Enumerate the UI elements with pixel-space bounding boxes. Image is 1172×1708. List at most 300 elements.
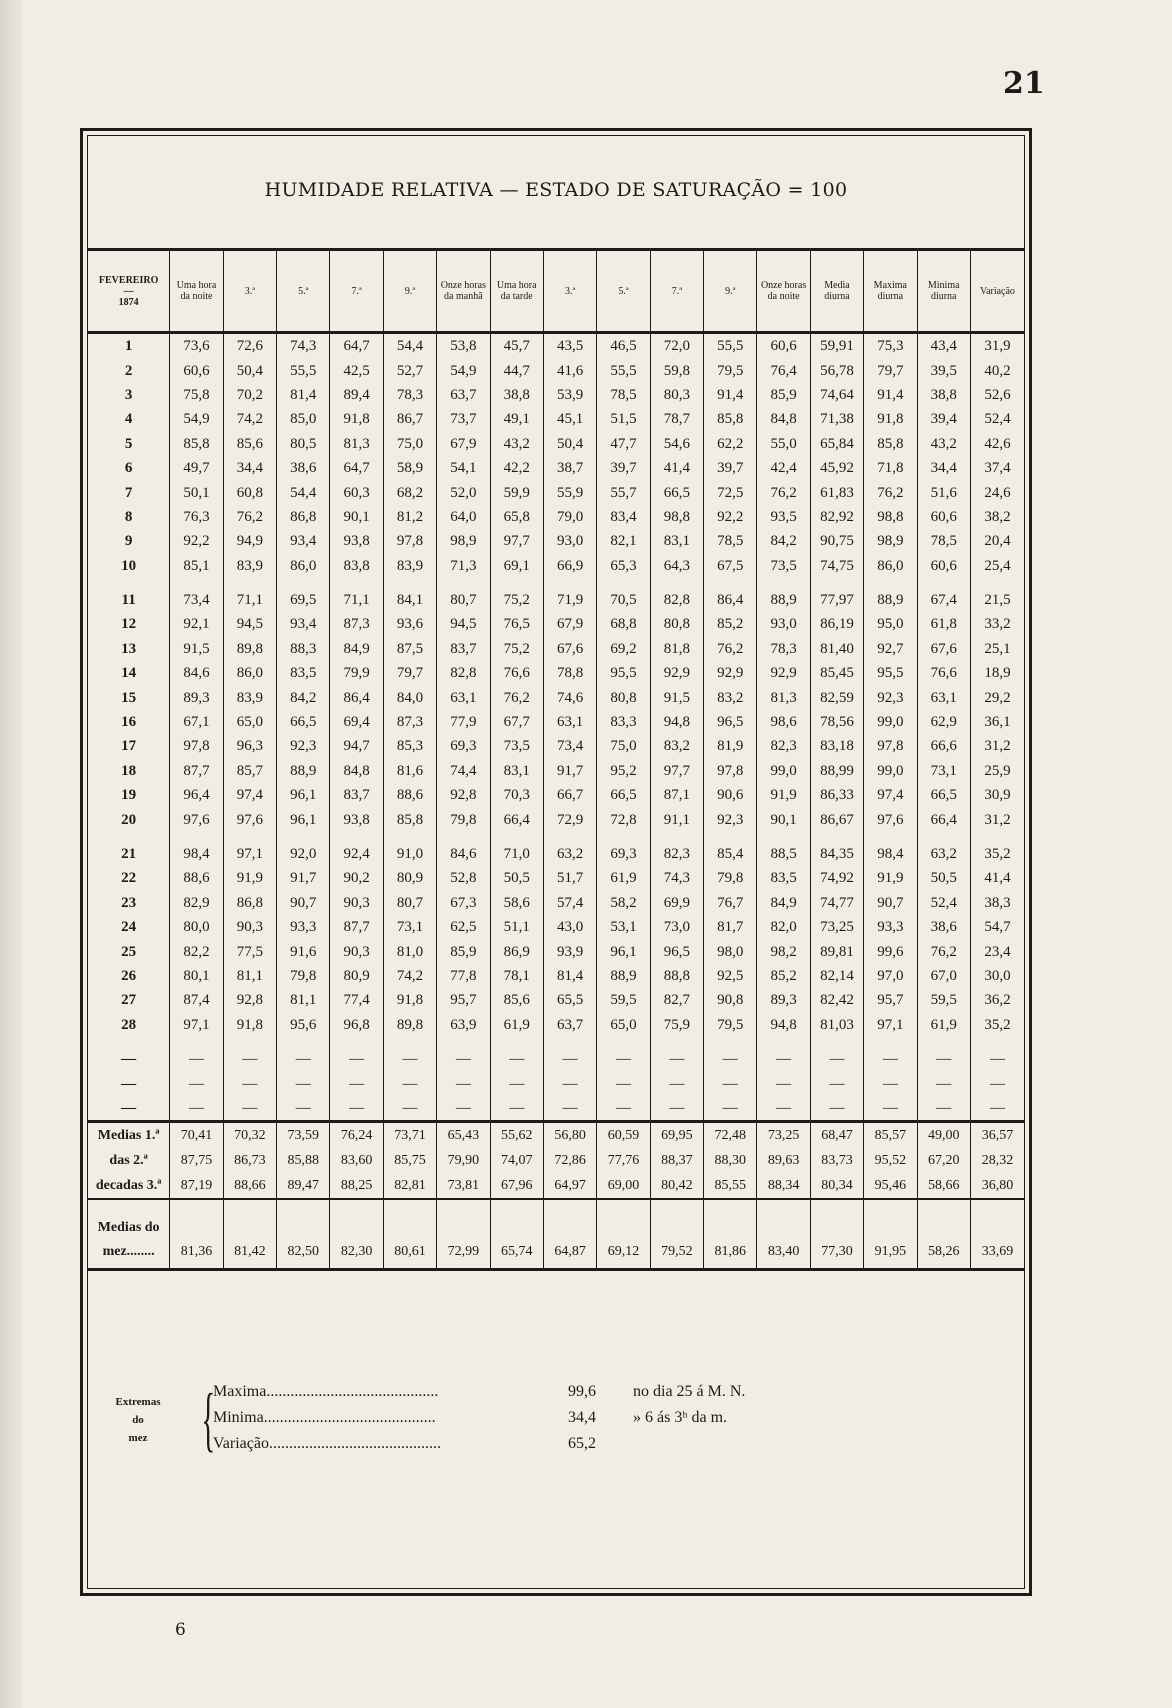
table-cell: 76,5 bbox=[490, 612, 543, 636]
table-cell: 74,2 bbox=[383, 964, 436, 988]
decade-mean-row bbox=[88, 1122, 1024, 1149]
decade-mean-row bbox=[88, 1173, 1024, 1199]
table-cell: 61,9 bbox=[917, 1013, 970, 1037]
table-cell: 25,4 bbox=[970, 554, 1024, 578]
table-cell: 54,9 bbox=[437, 358, 490, 382]
table-row bbox=[88, 685, 1024, 709]
column-header: Uma hora da tarde bbox=[490, 250, 543, 333]
table-cell: 86,9 bbox=[490, 939, 543, 963]
decade-mean-cell: 55,62 bbox=[490, 1122, 543, 1149]
table-cell: 91,9 bbox=[757, 783, 810, 807]
table-cell: 78,5 bbox=[917, 529, 970, 553]
decade-mean-cell: 85,57 bbox=[864, 1122, 917, 1149]
table-cell: 51,6 bbox=[917, 480, 970, 504]
table-cell: 67,6 bbox=[543, 637, 596, 661]
month-mean-cell: 82,50 bbox=[277, 1199, 330, 1270]
table-cell: 74,6 bbox=[543, 685, 596, 709]
table-cell: 24,6 bbox=[970, 480, 1024, 504]
day-number: 9 bbox=[124, 533, 133, 550]
column-header: Uma hora da noite bbox=[170, 250, 223, 333]
decade-mean-cell: 95,46 bbox=[864, 1173, 917, 1199]
table-cell: 98,9 bbox=[437, 529, 490, 553]
table-cell: 97,6 bbox=[170, 807, 223, 831]
table-cell: 97,8 bbox=[864, 734, 917, 758]
table-cell: 83,2 bbox=[704, 685, 757, 709]
month-mean-label bbox=[88, 1199, 170, 1270]
table-cell: 81,8 bbox=[650, 637, 703, 661]
table-cell: 97,0 bbox=[864, 964, 917, 988]
table-row bbox=[88, 710, 1024, 734]
month-mean-row bbox=[88, 1199, 1024, 1270]
column-header: Onze horas da manhã bbox=[437, 250, 490, 333]
table-cell: 89,8 bbox=[383, 1013, 436, 1037]
table-cell: 95,5 bbox=[864, 661, 917, 685]
table-cell: 63,7 bbox=[543, 1013, 596, 1037]
table-cell: 74,77 bbox=[810, 891, 863, 915]
decade-mean-cell: 68,47 bbox=[810, 1122, 863, 1149]
table-cell: 91,9 bbox=[223, 866, 276, 890]
decade-index: 1.ª bbox=[144, 1127, 160, 1143]
table-cell: 55,7 bbox=[597, 480, 650, 504]
table-cell: 95,7 bbox=[864, 988, 917, 1012]
table-cell: 99,0 bbox=[757, 759, 810, 783]
extreme-name: Minima bbox=[213, 1409, 264, 1426]
month-mean-cell: 81,36 bbox=[170, 1199, 223, 1270]
decade-mean-cell: 74,07 bbox=[490, 1148, 543, 1173]
decade-mean-cell: 58,66 bbox=[917, 1173, 970, 1199]
month-mean-cell: 80,61 bbox=[383, 1199, 436, 1270]
day-number: 23 bbox=[121, 894, 137, 911]
table-cell: 73,6 bbox=[170, 333, 223, 359]
table-row bbox=[88, 432, 1024, 456]
table-cell: 85,6 bbox=[490, 988, 543, 1012]
dash-cell: — bbox=[650, 1071, 703, 1095]
table-cell: 70,2 bbox=[223, 383, 276, 407]
table-cell: 75,9 bbox=[650, 1013, 703, 1037]
table-cell: 38,6 bbox=[917, 915, 970, 939]
dash-cell: — bbox=[810, 1071, 863, 1095]
table-cell: 37,4 bbox=[970, 456, 1024, 480]
decade-mean-cell: 67,96 bbox=[490, 1173, 543, 1199]
table-cell: 91,5 bbox=[650, 685, 703, 709]
table-cell: 87,1 bbox=[650, 783, 703, 807]
day-number: 18 bbox=[121, 762, 137, 779]
table-cell: 82,3 bbox=[650, 832, 703, 866]
table-cell: 59,9 bbox=[490, 480, 543, 504]
table-cell: 83,18 bbox=[810, 734, 863, 758]
table-cell: 66,4 bbox=[490, 807, 543, 831]
table-cell: 85,1 bbox=[170, 554, 223, 578]
column-header: Media diurna bbox=[810, 250, 863, 333]
table-cell: 55,5 bbox=[277, 358, 330, 382]
table-cell: 79,8 bbox=[437, 807, 490, 831]
table-cell: 76,6 bbox=[490, 661, 543, 685]
table-cell: 94,9 bbox=[223, 529, 276, 553]
table-cell: 92,2 bbox=[170, 529, 223, 553]
dash-cell: — bbox=[970, 1071, 1024, 1095]
extremes-label-line: mez bbox=[128, 1432, 148, 1444]
table-cell: 97,1 bbox=[170, 1013, 223, 1037]
table-cell: 91,8 bbox=[864, 407, 917, 431]
table-cell: 41,4 bbox=[970, 866, 1024, 890]
table-cell: 83,1 bbox=[490, 759, 543, 783]
day-number: 27 bbox=[121, 992, 137, 1009]
dash-cell: — bbox=[383, 1071, 436, 1095]
table-cell: 65,3 bbox=[597, 554, 650, 578]
table-cell: 78,1 bbox=[490, 964, 543, 988]
table-cell: 85,6 bbox=[223, 432, 276, 456]
month-mean-cell: 33,69 bbox=[970, 1199, 1024, 1270]
decade-mean-cell: 87,75 bbox=[170, 1148, 223, 1173]
table-cell: 73,1 bbox=[383, 915, 436, 939]
table-cell: 30,0 bbox=[970, 964, 1024, 988]
month-mean-cell: 81,86 bbox=[704, 1199, 757, 1270]
table-cell: 41,4 bbox=[650, 456, 703, 480]
column-header: 3.ª bbox=[543, 250, 596, 333]
table-cell: 71,1 bbox=[330, 578, 383, 612]
decade-mean-cell: 36,57 bbox=[970, 1122, 1024, 1149]
decade-mean-cell: 86,73 bbox=[223, 1148, 276, 1173]
extreme-row-max bbox=[213, 1383, 746, 1401]
table-cell: 52,4 bbox=[917, 891, 970, 915]
day-number: 21 bbox=[121, 846, 137, 862]
table-cell: 71,1 bbox=[223, 578, 276, 612]
table-cell: 74,3 bbox=[650, 866, 703, 890]
table-cell: 76,2 bbox=[223, 505, 276, 529]
table-cell: 90,1 bbox=[757, 807, 810, 831]
table-cell: 51,5 bbox=[597, 407, 650, 431]
decade-index: 3.ª bbox=[146, 1177, 162, 1193]
table-cell: 54,4 bbox=[277, 480, 330, 504]
table-cell: 69,5 bbox=[277, 578, 330, 612]
day-number: 28 bbox=[121, 1016, 137, 1033]
table-cell: 91,1 bbox=[650, 807, 703, 831]
table-cell: 95,7 bbox=[437, 988, 490, 1012]
dash-cell: — bbox=[864, 1096, 917, 1122]
table-cell: 91,4 bbox=[864, 383, 917, 407]
table-cell: 92,2 bbox=[704, 505, 757, 529]
table-cell: 73,1 bbox=[917, 759, 970, 783]
table-cell: 39,5 bbox=[917, 358, 970, 382]
table-cell: 34,4 bbox=[917, 456, 970, 480]
table-cell: 84,9 bbox=[330, 637, 383, 661]
table-cell: 91,7 bbox=[543, 759, 596, 783]
day-number: 24 bbox=[121, 919, 137, 936]
table-cell: 87,7 bbox=[330, 915, 383, 939]
page-number: 21 bbox=[1003, 66, 1045, 101]
table-cell: 42,2 bbox=[490, 456, 543, 480]
table-cell: 31,2 bbox=[970, 734, 1024, 758]
medias-label-word: Medias bbox=[97, 1127, 142, 1143]
dash-cell: — bbox=[757, 1071, 810, 1095]
dash-cell: — bbox=[597, 1096, 650, 1122]
table-cell: 38,6 bbox=[277, 456, 330, 480]
extremes-section bbox=[103, 1375, 1003, 1485]
table-cell: 83,9 bbox=[223, 554, 276, 578]
table-cell: 54,1 bbox=[437, 456, 490, 480]
table-cell: 84,35 bbox=[810, 832, 863, 866]
decade-mean-cell: 88,34 bbox=[757, 1173, 810, 1199]
table-cell: 88,6 bbox=[383, 783, 436, 807]
table-cell: 51,1 bbox=[490, 915, 543, 939]
table-cell: 53,1 bbox=[597, 915, 650, 939]
brace-glyph: { bbox=[201, 1379, 216, 1459]
table-cell: 67,9 bbox=[543, 612, 596, 636]
table-cell: 98,9 bbox=[864, 529, 917, 553]
table-cell: 94,8 bbox=[757, 1013, 810, 1037]
table-cell: 71,0 bbox=[490, 832, 543, 866]
dash-cell: — bbox=[490, 1071, 543, 1095]
table-cell: 90,3 bbox=[330, 891, 383, 915]
table-cell: 92,3 bbox=[277, 734, 330, 758]
column-header: 7.ª bbox=[650, 250, 703, 333]
table-cell: 87,3 bbox=[383, 710, 436, 734]
table-cell: 82,42 bbox=[810, 988, 863, 1012]
table-cell: 65,0 bbox=[597, 1013, 650, 1037]
table-cell: 97,1 bbox=[223, 832, 276, 866]
table-cell: 97,7 bbox=[650, 759, 703, 783]
table-cell: 34,4 bbox=[223, 456, 276, 480]
column-header: Minima diurna bbox=[917, 250, 970, 333]
table-cell: 72,6 bbox=[223, 333, 276, 359]
table-cell: 80,3 bbox=[650, 383, 703, 407]
table-cell: 64,3 bbox=[650, 554, 703, 578]
table-cell: 75,8 bbox=[170, 383, 223, 407]
table-cell: 55,5 bbox=[704, 333, 757, 359]
dash-cell: — bbox=[597, 1037, 650, 1071]
table-row bbox=[88, 637, 1024, 661]
table-cell: 84,2 bbox=[757, 529, 810, 553]
table-cell: 80,5 bbox=[277, 432, 330, 456]
table-cell: 54,9 bbox=[170, 407, 223, 431]
table-cell: 70,3 bbox=[490, 783, 543, 807]
table-cell: 83,7 bbox=[437, 637, 490, 661]
table-cell: 60,6 bbox=[917, 505, 970, 529]
table-cell: 71,38 bbox=[810, 407, 863, 431]
table-cell: 75,2 bbox=[490, 637, 543, 661]
table-cell: 73,4 bbox=[543, 734, 596, 758]
decade-mean-row bbox=[88, 1148, 1024, 1173]
extremes-label-line: Extremas bbox=[115, 1396, 161, 1408]
corner-header bbox=[88, 250, 170, 333]
table-cell: 98,8 bbox=[650, 505, 703, 529]
table-cell: 77,8 bbox=[437, 964, 490, 988]
table-cell: 90,8 bbox=[704, 988, 757, 1012]
month-label-line: Medias do bbox=[97, 1220, 160, 1236]
decade-mean-cell: 69,95 bbox=[650, 1122, 703, 1149]
dash-cell: — bbox=[277, 1096, 330, 1122]
day-number: 3 bbox=[124, 386, 133, 403]
dash-cell: — bbox=[757, 1096, 810, 1122]
table-cell: 83,3 bbox=[597, 710, 650, 734]
table-cell: 85,8 bbox=[170, 432, 223, 456]
column-header: 5.ª bbox=[277, 250, 330, 333]
table-cell: 94,5 bbox=[437, 612, 490, 636]
decade-mean-cell: 88,25 bbox=[330, 1173, 383, 1199]
table-cell: 72,5 bbox=[704, 480, 757, 504]
decade-mean-cell: 36,80 bbox=[970, 1173, 1024, 1199]
decade-mean-cell: 88,30 bbox=[704, 1148, 757, 1173]
table-cell: 81,7 bbox=[704, 915, 757, 939]
table-cell: 64,7 bbox=[330, 456, 383, 480]
month-mean-cell: 65,74 bbox=[490, 1199, 543, 1270]
dash-cell: — bbox=[917, 1071, 970, 1095]
table-cell: 93,0 bbox=[757, 612, 810, 636]
table-row bbox=[88, 832, 1024, 866]
column-header: 9.ª bbox=[383, 250, 436, 333]
dash-cell: — bbox=[170, 1096, 223, 1122]
dash-cell: — bbox=[383, 1037, 436, 1071]
table-cell: 52,4 bbox=[970, 407, 1024, 431]
table-cell: 65,8 bbox=[490, 505, 543, 529]
table-cell: 96,8 bbox=[330, 1013, 383, 1037]
table-cell: 76,3 bbox=[170, 505, 223, 529]
table-cell: 79,0 bbox=[543, 505, 596, 529]
table-cell: 86,8 bbox=[277, 505, 330, 529]
table-cell: 70,5 bbox=[597, 578, 650, 612]
table-cell: 83,4 bbox=[597, 505, 650, 529]
table-cell: 74,75 bbox=[810, 554, 863, 578]
table-cell: 67,0 bbox=[917, 964, 970, 988]
table-cell: 65,0 bbox=[223, 710, 276, 734]
table-cell: 80,7 bbox=[437, 578, 490, 612]
table-cell: 73,4 bbox=[170, 578, 223, 612]
table-cell: 43,2 bbox=[490, 432, 543, 456]
medias-label bbox=[88, 1122, 170, 1149]
table-cell: 73,0 bbox=[650, 915, 703, 939]
dash-cell: — bbox=[277, 1037, 330, 1071]
table-cell: 92,0 bbox=[277, 832, 330, 866]
table-cell: 67,1 bbox=[170, 710, 223, 734]
empty-day-row bbox=[88, 1096, 1024, 1122]
table-cell: 65,84 bbox=[810, 432, 863, 456]
decade-mean-cell: 88,37 bbox=[650, 1148, 703, 1173]
decade-mean-cell: 60,59 bbox=[597, 1122, 650, 1149]
dash-cell: — bbox=[917, 1037, 970, 1071]
day-number: 12 bbox=[121, 616, 137, 633]
column-header: 9.ª bbox=[704, 250, 757, 333]
table-cell: 30,9 bbox=[970, 783, 1024, 807]
table-cell: 84,2 bbox=[277, 685, 330, 709]
decade-mean-cell: 28,32 bbox=[970, 1148, 1024, 1173]
table-cell: 44,7 bbox=[490, 358, 543, 382]
decade-mean-cell: 67,20 bbox=[917, 1148, 970, 1173]
table-cell: 71,8 bbox=[864, 456, 917, 480]
table-cell: 91,4 bbox=[704, 383, 757, 407]
day-number: 22 bbox=[121, 870, 137, 887]
table-cell: 81,3 bbox=[757, 685, 810, 709]
table-cell: 76,4 bbox=[757, 358, 810, 382]
table-cell: 81,9 bbox=[704, 734, 757, 758]
day-number: 11 bbox=[121, 592, 136, 609]
table-cell: 88,5 bbox=[757, 832, 810, 866]
table-cell: 97,1 bbox=[864, 1013, 917, 1037]
table-cell: 97,8 bbox=[383, 529, 436, 553]
table-cell: 33,2 bbox=[970, 612, 1024, 636]
table-cell: 59,5 bbox=[917, 988, 970, 1012]
table-cell: 78,3 bbox=[757, 637, 810, 661]
dash-cell: — bbox=[170, 1037, 223, 1071]
table-cell: 25,1 bbox=[970, 637, 1024, 661]
table-cell: 74,3 bbox=[277, 333, 330, 359]
decade-index: 2.ª bbox=[133, 1152, 148, 1168]
table-cell: 52,8 bbox=[437, 866, 490, 890]
day-number: 10 bbox=[121, 557, 137, 574]
table-cell: 82,3 bbox=[757, 734, 810, 758]
dash-cell: — bbox=[543, 1037, 596, 1071]
extremes-label-line: do bbox=[132, 1414, 144, 1426]
table-cell: 85,4 bbox=[704, 832, 757, 866]
table-cell: 90,6 bbox=[704, 783, 757, 807]
table-cell: 54,7 bbox=[970, 915, 1024, 939]
table-cell: 88,6 bbox=[170, 866, 223, 890]
table-cell: 77,9 bbox=[437, 710, 490, 734]
dash-cell: — bbox=[810, 1037, 863, 1071]
day-number: 8 bbox=[124, 508, 133, 525]
table-cell: 81,0 bbox=[383, 939, 436, 963]
dash-cell: — bbox=[970, 1037, 1024, 1071]
table-cell: 87,5 bbox=[383, 637, 436, 661]
table-cell: 58,6 bbox=[490, 891, 543, 915]
table-cell: 38,8 bbox=[490, 383, 543, 407]
dash-cell: — bbox=[650, 1096, 703, 1122]
table-cell: 82,9 bbox=[170, 891, 223, 915]
table-cell: 61,9 bbox=[597, 866, 650, 890]
table-row bbox=[88, 891, 1024, 915]
table-cell: 86,0 bbox=[277, 554, 330, 578]
table-cell: 76,2 bbox=[490, 685, 543, 709]
table-cell: 82,8 bbox=[437, 661, 490, 685]
table-row bbox=[88, 505, 1024, 529]
table-cell: 97,4 bbox=[864, 783, 917, 807]
table-cell: 76,6 bbox=[917, 661, 970, 685]
table-cell: 43,2 bbox=[917, 432, 970, 456]
table-cell: 82,2 bbox=[170, 939, 223, 963]
table-cell: 81,03 bbox=[810, 1013, 863, 1037]
table-cell: 74,4 bbox=[437, 759, 490, 783]
dash-cell: — bbox=[810, 1096, 863, 1122]
month-mean-cell: 69,12 bbox=[597, 1199, 650, 1270]
leader-dots: ........................................... bbox=[266, 1383, 439, 1400]
table-cell: 99,0 bbox=[864, 759, 917, 783]
table-cell: 63,2 bbox=[543, 832, 596, 866]
extreme-row-min bbox=[213, 1409, 728, 1427]
table-cell: 96,1 bbox=[277, 783, 330, 807]
dash-cell: — bbox=[383, 1096, 436, 1122]
table-cell: 85,0 bbox=[277, 407, 330, 431]
table-cell: 90,1 bbox=[330, 505, 383, 529]
decade-mean-cell: 80,42 bbox=[650, 1173, 703, 1199]
table-cell: 94,5 bbox=[223, 612, 276, 636]
table-cell: 60,6 bbox=[917, 554, 970, 578]
month-mean-cell: 81,42 bbox=[223, 1199, 276, 1270]
table-cell: 86,0 bbox=[864, 554, 917, 578]
table-cell: 58,2 bbox=[597, 891, 650, 915]
table-cell: 81,3 bbox=[330, 432, 383, 456]
table-cell: 72,9 bbox=[543, 807, 596, 831]
decade-mean-cell: 64,97 bbox=[543, 1173, 596, 1199]
dash-cell: — bbox=[170, 1071, 223, 1095]
leader-dots: ........................................... bbox=[263, 1409, 436, 1426]
table-cell: 90,75 bbox=[810, 529, 863, 553]
signature-mark: 6 bbox=[175, 1620, 186, 1640]
table-cell: 77,5 bbox=[223, 939, 276, 963]
table-row bbox=[88, 661, 1024, 685]
table-row bbox=[88, 554, 1024, 578]
month-mean-cell: 72,99 bbox=[437, 1199, 490, 1270]
table-cell: 96,5 bbox=[650, 939, 703, 963]
day-number: 5 bbox=[124, 435, 133, 452]
